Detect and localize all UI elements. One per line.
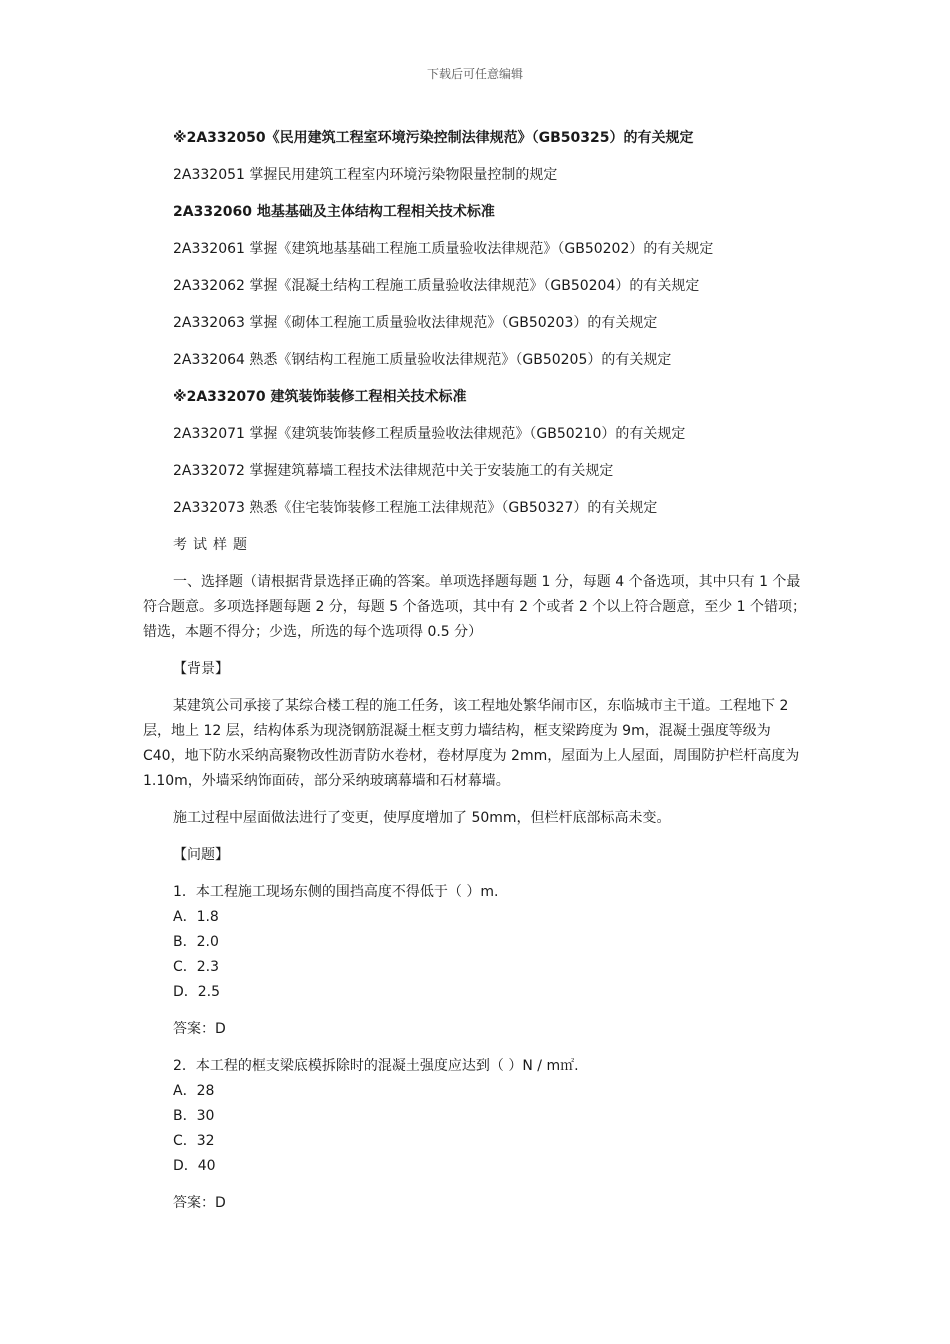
question-text: 1．本工程施工现场东侧的围挡高度不得低于（ ）m. bbox=[173, 884, 499, 900]
answer-text: 答案：D bbox=[173, 1021, 226, 1037]
document-body bbox=[143, 126, 810, 1228]
option-item: A．28 bbox=[173, 1083, 215, 1099]
background-paragraph: 某建筑公司承接了某综合楼工程的施工任务，该工程地处繁华闹市区，东临城市主干道。工程地下 2 层，地上 12 层，结构体系为现浇钢筋混凝土框支剪力墙结构，框支梁跨度为 9m，混凝土强度等级为 C40，地下防水采纳高聚物改性沥青防水卷材，卷材厚度为 2mm，屋面为上人屋面，周围防护栏杆高度为 1.10m，外墙采纳饰面砖，部分采纳玻璃幕墙和石材幕墙。 bbox=[143, 698, 800, 789]
paragraph: 2A332051 掌握民用建筑工程室内环境污染物限量控制的规定 bbox=[173, 167, 558, 183]
paragraph: 施工过程中屋面做法进行了变更，使厚度增加了 50mm，但栏杆底部标高未变。 bbox=[173, 810, 671, 826]
option-item: C．32 bbox=[173, 1133, 215, 1149]
page-header: 下载后可任意编辑 bbox=[426, 67, 523, 81]
option-item: B．2.0 bbox=[173, 934, 219, 950]
section-heading: 2A332060 地基基础及主体结构工程相关技术标准 bbox=[173, 204, 495, 220]
paragraph: 2A332061 掌握《建筑地基基础工程施工质量验收法律规范》（GB50202）的有关规定 bbox=[173, 241, 714, 257]
questions-label: 【问题】 bbox=[173, 847, 229, 863]
paragraph: 2A332062 掌握《混凝土结构工程施工质量验收法律规范》（GB50204）的有关规定 bbox=[173, 278, 700, 294]
section-heading: ※2A332070 建筑装饰装修工程相关技术标准 bbox=[173, 389, 467, 405]
paragraph: 2A332072 掌握建筑幕墙工程技术法律规范中关于安装施工的有关规定 bbox=[173, 463, 614, 479]
paragraph: 2A332063 掌握《砌体工程施工质量验收法律规范》（GB50203）的有关规定 bbox=[173, 315, 658, 331]
paragraph: 2A332064 熟悉《钢结构工程施工质量验收法律规范》（GB50205）的有关规定 bbox=[173, 352, 672, 368]
instructions-paragraph: 一、选择题（请根据背景选择正确的答案。单项选择题每题 1 分，每题 4 个备选项，其中只有 1 个最符合题意。多项选择题每题 2 分，每题 5 个备选项，其中有 2 个或者 2 个以上符合题意，至少 1 个错项；错选，本题不得分；少选，所选的每个选项得 0.5 分） bbox=[143, 574, 807, 640]
question-block-1 bbox=[143, 880, 810, 1005]
option-item: B．30 bbox=[173, 1108, 215, 1124]
option-item: D．40 bbox=[173, 1158, 216, 1174]
paragraph: 2A332071 掌握《建筑装饰装修工程质量验收法律规范》（GB50210）的有关规定 bbox=[173, 426, 686, 442]
exam-sample-title: 考试样题 bbox=[173, 537, 253, 553]
background-label: 【背景】 bbox=[173, 661, 229, 677]
section-heading: ※2A332050《民用建筑工程室环境污染控制法律规范》（GB50325）的有关规定 bbox=[173, 130, 694, 146]
option-item: C．2.3 bbox=[173, 959, 220, 975]
option-item: D．2.5 bbox=[173, 984, 221, 1000]
answer-text: 答案：D bbox=[173, 1195, 226, 1211]
question-block-2 bbox=[143, 1054, 810, 1179]
paragraph: 2A332073 熟悉《住宅装饰装修工程施工法律规范》（GB50327）的有关规定 bbox=[173, 500, 658, 516]
option-item: A．1.8 bbox=[173, 909, 219, 925]
question-text: 2．本工程的框支梁底模拆除时的混凝土强度应达到（ ）N / m㎡. bbox=[173, 1058, 579, 1074]
